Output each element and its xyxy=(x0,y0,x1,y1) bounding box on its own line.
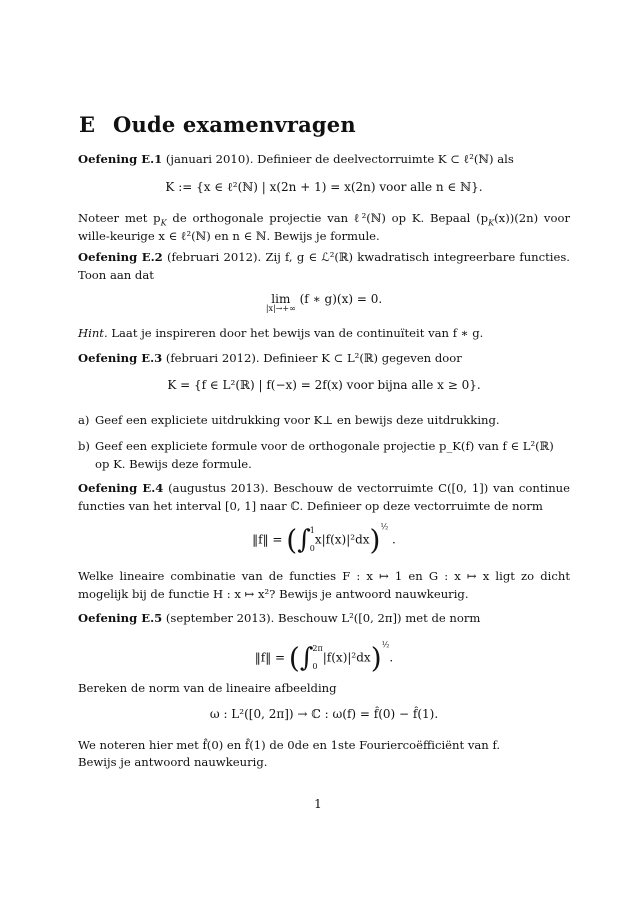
e1-text-sub-b: K xyxy=(488,217,495,228)
exercise-e4-label: Oefening E.4 xyxy=(78,481,164,495)
exercise-e1-intro xyxy=(78,150,570,168)
exercise-e4-intro-text: (augustus 2013). Beschouw de vectorruimte C([0, 1]) van continue functies van het interval [0, 1] naar ℂ. Definieer op deze vectorruimte de norm xyxy=(78,481,570,513)
paren-close: ) xyxy=(369,523,381,557)
exercise-e2-formula xyxy=(78,292,570,313)
exercise-e2-intro-text: (februari 2012). Zij f, g ∈ ℒ²(ℝ) kwadratisch integreerbare functies. Toon aan dat xyxy=(78,250,570,282)
exercise-e1-text xyxy=(78,209,570,245)
paren-open: ( xyxy=(286,523,298,557)
section-letter: E xyxy=(79,112,96,137)
item-marker-a: a) xyxy=(78,413,90,427)
e1-text-c: (x))(2n) voor wille-keurige x ∈ ℓ²(ℕ) en n ∈ ℕ. Bewijs je formule. xyxy=(78,211,570,243)
e5-integrand: |f(x)|²dx xyxy=(322,650,371,665)
lower-limit: 0 xyxy=(309,544,315,553)
e1-text-b: de orthogonale projectie van ℓ²(ℕ) op K. Bepaal (p xyxy=(166,211,489,225)
exercise-e5-text2: We noteren hier met f̂(0) en f̂(1) de 0de en 1ste Fouriercoëfficiënt van f. xyxy=(78,738,501,752)
item-text-a: Geef een expliciete uitdrukking voor K⊥ en bewijs deze uitdrukking. xyxy=(95,413,500,427)
exercise-e2-intro xyxy=(78,248,570,284)
e4-exponent: ½ xyxy=(380,522,389,532)
integral-sign: ∫ xyxy=(297,525,311,555)
page-number: 1 xyxy=(314,797,322,811)
lim-subscript: |x|→+∞ xyxy=(265,304,296,313)
lower-limit: 0 xyxy=(312,662,318,671)
e5-exponent: ½ xyxy=(381,640,390,650)
e4-integrand: x|f(x)|²dx xyxy=(314,532,370,547)
exercise-e2-hint xyxy=(78,324,570,342)
exercise-e4-intro xyxy=(78,479,570,515)
e1-text-sub-a: K xyxy=(160,217,167,228)
exercise-e3-item-a xyxy=(78,411,570,429)
upper-limit: 1 xyxy=(309,526,315,535)
exercise-e3-item-b xyxy=(78,437,570,473)
lim-operator xyxy=(266,292,296,313)
hint-label: Hint. xyxy=(78,326,108,340)
exercise-e5-intro-text: (september 2013). Beschouw L²([0, 2π]) met de norm xyxy=(162,611,481,625)
hint-text: Laat je inspireren door het bewijs van de continuïteit van f ∗ g. xyxy=(107,326,484,340)
upper-limit: 2π xyxy=(312,644,323,653)
exercise-e4-text: Welke lineaire combinatie van de functies F : x ↦ 1 en G : x ↦ x ligt zo dicht mogelijk bij de functie H : x ↦ x²? Bewijs je antwoord nauwkeurig. xyxy=(78,569,570,601)
exercise-e5-text3: Bewijs je antwoord nauwkeurig. xyxy=(78,755,268,769)
exercise-e3-intro-text: (februari 2012). Definieer K ⊂ L²(ℝ) gegeven door xyxy=(162,351,462,365)
exercise-e3-intro xyxy=(78,349,570,367)
exercise-e5-label: Oefening E.5 xyxy=(78,611,163,625)
integral-sign: ∫ xyxy=(299,643,314,673)
item-text-b: Geef een expliciete formule voor de orthogonale projectie p_K(f) van f ∈ L²(ℝ) op K. Bewijs deze formule. xyxy=(95,439,554,471)
e4-lhs: ‖f‖ = xyxy=(252,532,283,547)
paren-close: ) xyxy=(370,641,382,675)
exercise-e1-formula: K := {x ∈ ℓ²(ℕ) | x(2n + 1) = x(2n) voor alle n ∈ ℕ}. xyxy=(165,180,483,194)
exercise-e3-formula: K = {f ∈ L²(ℝ) | f(−x) = 2f(x) voor bijna alle x ≥ 0}. xyxy=(167,378,481,392)
lim-text: lim xyxy=(271,292,291,306)
exercise-e1-label: Oefening E.1 xyxy=(78,152,163,166)
e5-lhs: ‖f‖ = xyxy=(254,650,286,665)
exercise-e4-formula: ‖f‖ = (∫ 1 0 x|f(x)|²dx)$^{\frac{1}{2}}$ . xyxy=(252,522,396,557)
e1-text-a: Noteer met p xyxy=(78,211,161,225)
e2-formula-body: (f ∗ g)(x) = 0. xyxy=(299,292,383,306)
exercise-e5-text1: Bereken de norm van de lineaire afbeelding xyxy=(78,681,337,695)
exercise-e5-formula: ‖f‖ = (∫ 2π 0 |f(x)|²dx)$^{\frac{1}{2}}$. xyxy=(254,640,394,675)
item-marker-b: b) xyxy=(78,439,90,453)
section-title: Oude examenvragen xyxy=(113,112,356,137)
exercise-e3-label: Oefening E.3 xyxy=(78,351,163,365)
exercise-e2-label: Oefening E.2 xyxy=(78,250,163,264)
exercise-e1-intro-text: (januari 2010). Definieer de deelvectorruimte K ⊂ ℓ²(ℕ) als xyxy=(162,152,514,166)
integral-limits xyxy=(312,640,322,676)
paren-open: ( xyxy=(288,641,300,675)
section-heading xyxy=(79,112,356,137)
exercise-e5-intro xyxy=(78,609,570,627)
exercise-e5-formula2: ω : L²([0, 2π]) → ℂ : ω(f) = f̂(0) − f̂(1). xyxy=(209,707,439,721)
